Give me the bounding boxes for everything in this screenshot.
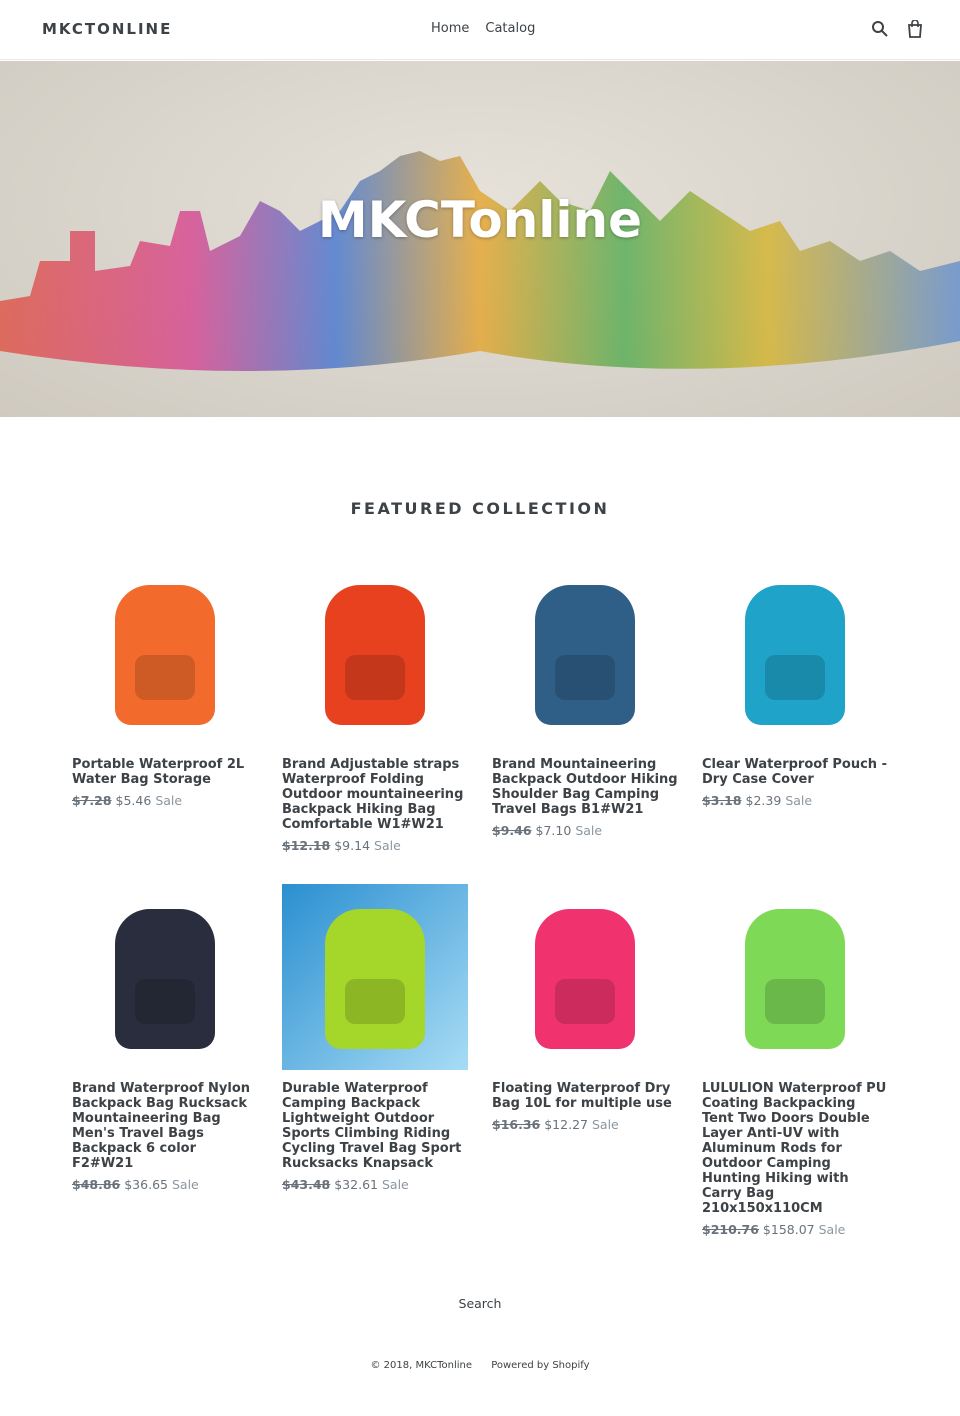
product-title: Brand Waterproof Nylon Backpack Bag Rucksack Mountaineering Bag Men's Travel Bags Backpack 6 color F2#W21 [72,1081,251,1171]
sale-price: $12.27 [544,1117,588,1132]
product-image[interactable] [702,884,888,1070]
sale-price: $9.14 [334,838,371,853]
sale-badge: Sale [575,823,603,838]
product-image[interactable] [492,560,678,746]
product-card[interactable] [492,884,678,1186]
product-price [282,838,468,853]
nav-home[interactable]: Home [431,21,470,36]
product-image[interactable] [492,884,678,1070]
cart-icon[interactable] [906,20,924,38]
featured-collection-heading: FEATURED COLLECTION [350,499,610,518]
hero-banner [0,61,960,417]
product-price [702,793,888,808]
site-header [0,0,960,60]
search-icon[interactable] [871,20,889,38]
product-card[interactable] [282,884,468,1192]
product-image[interactable] [72,884,258,1070]
original-price: $210.76 [702,1222,759,1237]
sale-price: $5.46 [115,793,152,808]
sale-badge: Sale [591,1117,619,1132]
sale-price: $2.39 [745,793,782,808]
product-title: Portable Waterproof 2L Water Bag Storage [72,757,245,787]
original-price: $16.36 [492,1117,541,1132]
product-card[interactable] [282,560,468,862]
product-image[interactable] [282,560,468,746]
product-price [702,1222,888,1237]
product-image[interactable] [72,560,258,746]
product-price [72,1177,258,1192]
copyright: © 2018, MKCTonline [370,1360,472,1371]
original-price: $43.48 [282,1177,331,1192]
sale-price: $32.61 [334,1177,378,1192]
original-price: $9.46 [492,823,532,838]
product-price [492,823,678,838]
main-nav [431,21,535,36]
product-title: Durable Waterproof Camping Backpack Lightweight Outdoor Sports Climbing Riding Cycling Travel Bag Sport Rucksacks Knapsack [282,1081,462,1171]
sale-badge: Sale [374,838,401,853]
product-title: Floating Waterproof Dry Bag 10L for multiple use [492,1081,672,1111]
hero-title: MKCTonline [317,191,643,249]
product-image[interactable] [702,560,888,746]
product-title: Brand Mountaineering Backpack Outdoor Hiking Shoulder Bag Camping Travel Bags B1#W21 [492,757,678,817]
original-price: $12.18 [282,838,331,853]
product-card[interactable] [72,560,258,862]
product-price [72,793,258,808]
product-card[interactable] [702,884,888,1237]
sale-price: $36.65 [124,1177,168,1192]
product-card[interactable] [702,560,888,862]
sale-badge: Sale [171,1177,199,1192]
product-grid [72,560,902,1237]
sale-badge: Sale [155,793,183,808]
original-price: $48.86 [72,1177,121,1192]
product-price [282,1177,468,1192]
original-price: $7.28 [72,793,112,808]
product-title: Clear Waterproof Pouch - Dry Case Cover [702,757,887,787]
sale-badge: Sale [785,793,813,808]
powered-by-link[interactable]: Powered by Shopify [491,1360,590,1371]
original-price: $3.18 [702,793,742,808]
footer-search-link[interactable]: Search [458,1296,502,1311]
sale-badge: Sale [381,1177,409,1192]
product-card[interactable] [492,560,678,862]
nav-catalog[interactable]: Catalog [485,21,536,36]
product-image[interactable] [282,884,468,1070]
sale-price: $158.07 [762,1222,815,1237]
sale-price: $7.10 [535,823,572,838]
product-title: Brand Adjustable straps Waterproof Folding Outdoor mountaineering Backpack Hiking Bag Comfortable W1#W21 [282,757,464,832]
product-card[interactable] [72,884,258,1192]
site-logo[interactable]: MKCTONLINE [42,20,173,38]
sale-badge: Sale [818,1222,846,1237]
site-footer [0,1360,960,1371]
product-title: LULULION Waterproof PU Coating Backpacking Tent Two Doors Double Layer Anti-UV with Aluminum Rods for Outdoor Camping Hunting Hiking with Carry Bag 210x150x110CM [702,1081,887,1216]
product-price [492,1117,678,1132]
